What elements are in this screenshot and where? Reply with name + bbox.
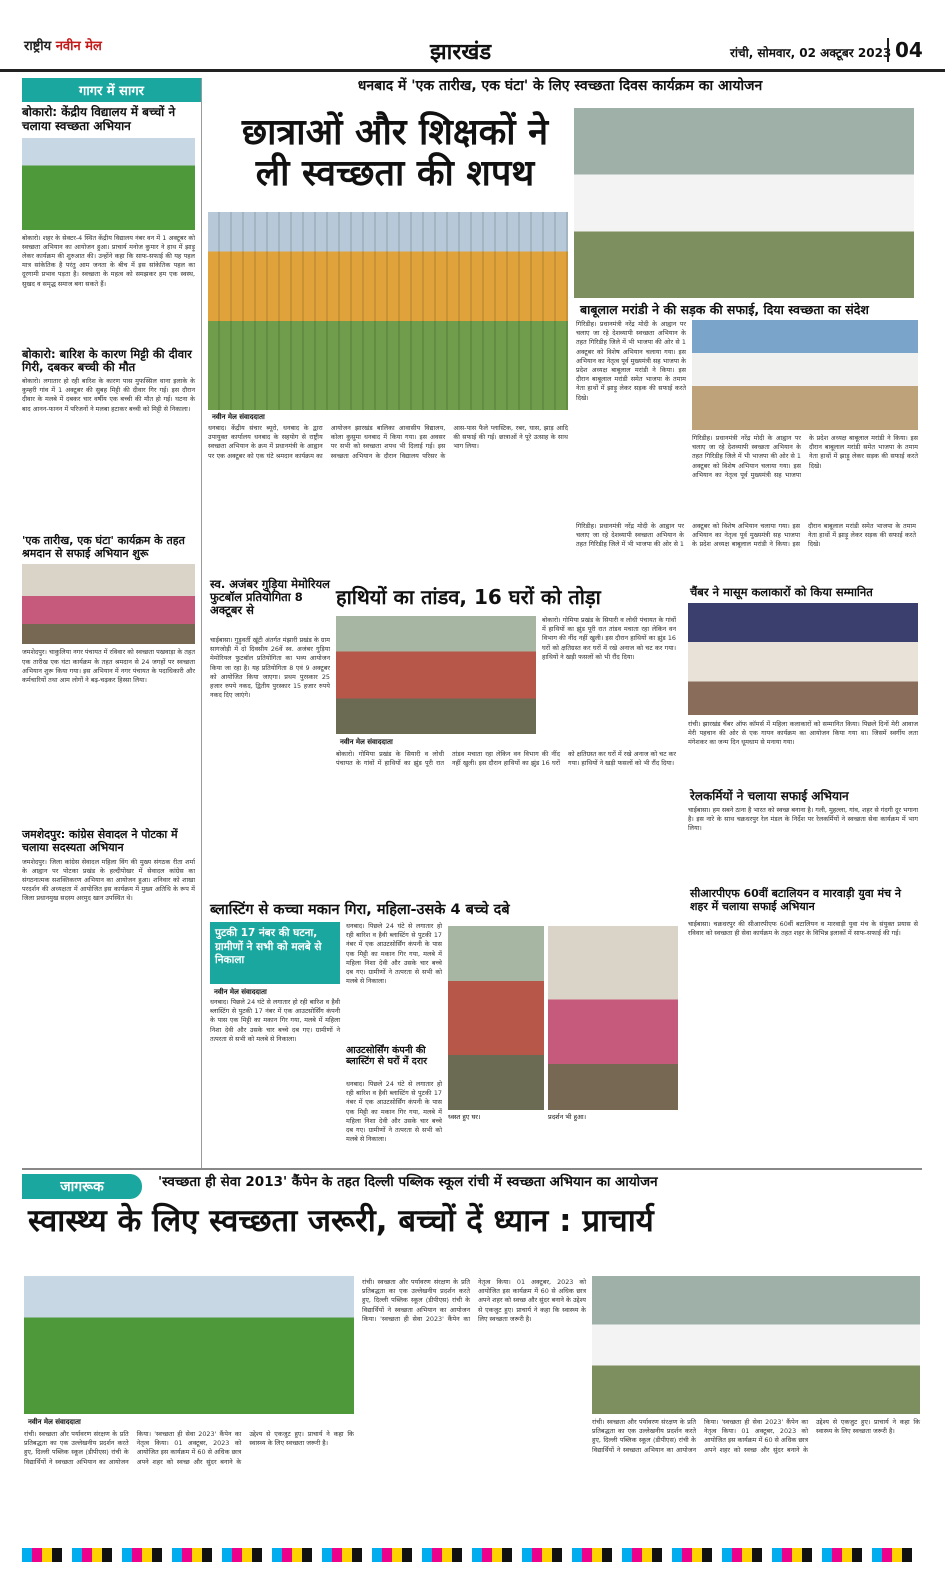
page-number: 04 (887, 38, 923, 62)
byline: नवीन मेल संवाददाता (28, 1418, 81, 1426)
left-column-tag: गागर में सागर (22, 78, 201, 102)
elephant-headline: हाथियों का तांडव, 16 घरों को तोड़ा (336, 585, 601, 609)
railway-body: चाईबासा। हम सबने ठाना है भारत को स्वच्छ बनाना है। गली, मुहल्ला, गांव, शहर से गंदगी दूर भगाना है। इस नारे के साथ चक्रधरपुर रेल मंडल के निर्देश पर रेलकर्मियों ने स्वच्छता सेवा कार्यक्रम में भाग लिया। (688, 806, 918, 833)
chamber-headline: चैंबर ने मासूम कलाकारों को किया सम्मानित (690, 585, 873, 599)
crpf-body: चाईबासा। चक्रधरपुर की सीआरपीएफ 60वीं बटालियन व मारवाड़ी युवा मंच के संयुक्त प्रयास से रविवार को स्वच्छता ही सेवा कार्यक्रम के तहत शहर के विभिन्न इलाकों में साफ-सफाई की गई। (688, 920, 918, 938)
masthead (0, 0, 945, 72)
elephant-photo (336, 616, 536, 734)
elephant-body-cont: बोकारो। गोमिया प्रखंड के सियारी व लोधी पंचायत के गांवों में हाथियों का झुंड पूरी रात तांडव मचाता रहा लेकिन वन विभाग की नींद नहीं खुली। इस दौरान हाथियों का झुंड 16 घरों को क्षतिग्रस्त कर घरों में रखे अनाज को चट कर गया। हाथियों ने खड़ी फसलों को भी रौंद दिया। (542, 616, 676, 661)
top-story-body: धनबाद। केंद्रीय संचार ब्यूरो, धनबाद के द्वारा उपायुक्त कार्यालय धनबाद के सहयोग से राष्ट्रीय स्वच्छता अभियान के क्रम में प्रधानमंत्री के आह्वान पर एक अक्टूबर को एक घंटे श्रमदान कार्यक्रम का आयोजन झारखंड बालिका आवासीय विद्यालय, कोला कुसुमा धनबाद में किया गया। इस अवसर पर सभी को स्वच्छता शपथ भी दिलाई गई। इस स्वच्छता अभियान के दौरान विद्यालय परिसर के आस-पास फैले प्लास्टिक, रबर, घास, झाड़ आदि की सफाई की गई। छात्राओं ने पूरे उत्साह के साथ भाग लिया। (208, 424, 568, 460)
babulal-headline: बाबूलाल मरांडी ने की सड़क की सफाई, दिया स्वच्छता का संदेश (580, 302, 869, 317)
dps-photo-right (592, 1276, 920, 1414)
dps-body: रांची। स्वच्छता और पर्यावरण संरक्षण के प्रति प्रतिबद्धता का एक उल्लेखनीय प्रदर्शन करते हुए, दिल्ली पब्लिक स्कूल (डीपीएस) रांची के विद्यार्थियों ने स्वच्छता अभियान का आयोजन किया। 'स्वच्छता ही सेवा 2023' कैंपेन का नेतृत्व किया। 01 अक्टूबर, 2023 को आयोजित इस कार्यक्रम में 60 से अधिक छात्र अपने शहर को स्वच्छ और सुंदर बनाने के उद्देश्य से एकजुट हुए। प्राचार्य ने कहा कि स्वास्थ्य के लिए स्वच्छता जरूरी है। (24, 1430, 354, 1466)
story-headline: बोकारो: बारिश के कारण मिट्टी की दीवार गिरी, दबकर बच्ची की मौत (22, 346, 192, 374)
story-body: बोकारो। लगातार हो रही बारिश के कारण पास मुफस्सिल थाना इलाके के कुम्हरी गांव में 1 अक्टूबर की सुबह मिट्टी की दीवार गिर गई। इस दौरान दीवार के मलबे में दबकर चार वर्षीय एक बच्ची की मौत हो गई। घटना के बाद आनन-फानन में परिजनों ने मलबा हटाकर बच्ची को मिट्टी से निकाला। (22, 377, 195, 413)
dps-tag: जागरूक (22, 1174, 142, 1199)
dps-body-tail: रांची। स्वच्छता और पर्यावरण संरक्षण के प्रति प्रतिबद्धता का एक उल्लेखनीय प्रदर्शन करते हुए, दिल्ली पब्लिक स्कूल (डीपीएस) रांची के विद्यार्थियों ने स्वच्छता अभियान का आयोजन किया। 'स्वच्छता ही सेवा 2023' कैंपेन का नेतृत्व किया। 01 अक्टूबर, 2023 को आयोजित इस कार्यक्रम में 60 से अधिक छात्र अपने शहर को स्वच्छ और सुंदर बनाने के उद्देश्य से एकजुट हुए। प्राचार्य ने कहा कि स्वास्थ्य के लिए स्वच्छता जरूरी है। (592, 1418, 920, 1454)
football-body: चाईबासा। गुड़ुवर्ती खूंटी अंतर्गत मंझारी प्रखंड के ग्राम सागजोड़ी में दो दिवसीय 26वें स्व. अजंबर गुड़िया मेमोरियल फुटबॉल प्रतियोगिता का भव्य आयोजन किया जा रहा है। यह प्रतियोगिता 8 एवं 9 अक्टूबर को आयोजित किया जाएगा। प्रथम पुरस्कार 25 हजार रुपये नकद, द्वितीय पुरस्कार 15 हजार रुपये नकद दिए जाएंगे। (210, 636, 330, 700)
dateline: रांची, सोमवार, 02 अक्टूबर 2023 (730, 46, 892, 60)
story-headline: 'एक तारीख, एक घंटा' कार्यक्रम के तहत श्रमदान से सफाई अभियान शुरू (22, 534, 185, 560)
photo-caption: ध्वस्त हुए घर। (448, 1113, 481, 1121)
blasting-photo-right (548, 926, 678, 1110)
chamber-body: रांची। झारखंड चैंबर ऑफ कॉमर्स में महिला कलाकारों को सम्मानित किया। पिछले दिनों मेरी आवाज मेरी पहचान की ओर से एक गायन कार्यक्रम का आयोजन किया गया था। जिसमें स्वर्गीय लता मंगेशकर का जन्म दिन धूमधाम से मनाया गया। (688, 720, 918, 747)
babulal-body: गिरिडीह। प्रधानमंत्री नरेंद्र मोदी के आह्वान पर चलाए जा रहे देशव्यापी स्वच्छता अभियान के तहत गिरिडीह जिले में भी भाजपा की ओर से 1 अक्टूबर को विशेष अभियान चलाया गया। इस अभियान का नेतृत्व पूर्व मुख्यमंत्री सह भाजपा के प्रदेश अध्यक्ष बाबूलाल मरांडी ने किया। इस दौरान बाबूलाल मरांडी समेत भाजपा के तमाम नेता हाथों में झाड़ू लेकर सड़क की सफाई करते दिखे। (576, 320, 686, 402)
top-story-side-photo (574, 108, 914, 298)
story-body: बोकारो। शहर के सेक्टर-4 स्थित केंद्रीय विद्यालय नंबर वन में 1 अक्टूबर को स्वच्छता अभियान का आयोजन हुआ। प्राचार्य मनोज कुमार ने हाथ में झाड़ू लेकर कार्यक्रम की शुरुआत की। उन्होंने कहा कि साफ-सफाई की यह पहल मात्र सांकेतिक है परंतु आम जनता के बीच में इस सांकेतिक पहल का दूरगामी प्रभाव पड़ता है। स्वच्छता के महत्व को समझकर हम एक स्वस्थ, सुखद व समृद्ध समाज बना सकते हैं। (22, 233, 195, 288)
blasting-body: धनबाद। पिछले 24 घंटे से लगातार हो रही बारिश व हैवी ब्लास्टिंग से पुटकी 17 नंबर में एक आउटसोर्सिंग कंपनी के पास एक मिट्टी का मकान गिर गया, मलबे में महिला निशा देवी और उसके चार बच्चे दब गए। ग्रामीणों ने तत्परता से सभी को मलबे से निकाला। (210, 998, 340, 1043)
blasting-sub-headline: आउटसोर्सिंग कंपनी की ब्लास्टिंग से घरों में दरार (346, 1045, 428, 1067)
newspaper-logo: राष्ट्रीय नवीन मेल (24, 39, 102, 54)
section-divider (22, 1168, 922, 1170)
blasting-body-tail: धनबाद। पिछले 24 घंटे से लगातार हो रही बारिश व हैवी ब्लास्टिंग से पुटकी 17 नंबर में एक आउटसोर्सिंग कंपनी के पास एक मिट्टी का मकान गिर गया, मलबे में महिला निशा देवी और उसके चार बच्चे दब गए। ग्रामीणों ने तत्परता से सभी को मलबे से निकाला। (346, 1080, 442, 1144)
football-headline: स्व. अजंबर गुड़िया मेमोरियल फुटबॉल प्रतियोगिता 8 अक्टूबर से (210, 577, 330, 618)
dps-kicker: 'स्वच्छता ही सेवा 2013' कैंपेन के तहत दिल्ली पब्लिक स्कूल रांची में स्वच्छता अभियान का आयोजन (158, 1174, 658, 1190)
blasting-boxed-headline: पुटकी 17 नंबर की घटना, ग्रामीणों ने सभी को मलबे से निकाला (210, 922, 340, 984)
top-story-headline: छात्राओं और शिक्षकों ने ली स्वच्छता की शपथ (241, 112, 549, 195)
story-photo (22, 564, 195, 644)
babulal-photo (692, 320, 918, 430)
story-body: जमशेदपुर। चाकुलिया नगर पंचायत में रविवार को स्वच्छता पखवाड़ा के तहत एक तारीख एक घंटा कार्यक्रम के तहत श्रमदान से 24 जगहों पर स्वच्छता अभियान शुरू किया गया। इस अभियान में नगर पंचायत के पदाधिकारी और कर्मचारियों तथा आम लोगों ने बढ़-चढ़कर हिस्सा लिया। (22, 648, 195, 684)
dps-photo-left (24, 1276, 354, 1414)
crpf-headline: सीआरपीएफ 60वीं बटालियन व मारवाड़ी युवा मंच ने शहर में चलाया सफाई अभियान (690, 887, 901, 913)
dps-body-cont: रांची। स्वच्छता और पर्यावरण संरक्षण के प्रति प्रतिबद्धता का एक उल्लेखनीय प्रदर्शन करते हुए, दिल्ली पब्लिक स्कूल (डीपीएस) रांची के विद्यार्थियों ने स्वच्छता अभियान का आयोजन किया। 'स्वच्छता ही सेवा 2023' कैंपेन का नेतृत्व किया। 01 अक्टूबर, 2023 को आयोजित इस कार्यक्रम में 60 से अधिक छात्र अपने शहर को स्वच्छ और सुंदर बनाने के उद्देश्य से एकजुट हुए। प्राचार्य ने कहा कि स्वास्थ्य के लिए स्वच्छता जरूरी है। (362, 1278, 586, 1323)
story-headline: जमशेदपुर: कांग्रेस सेवादल ने पोटका में चलाया सदस्यता अभियान (22, 828, 178, 854)
left-column (22, 78, 202, 1168)
byline: नवीन मेल संवाददाता (214, 988, 267, 996)
story-headline: बोकारो: केंद्रीय विद्यालय में बच्चों ने चलाया स्वच्छता अभियान (22, 105, 176, 133)
blasting-photo-left (448, 926, 544, 1110)
blasting-body-cont: धनबाद। पिछले 24 घंटे से लगातार हो रही बारिश व हैवी ब्लास्टिंग से पुटकी 17 नंबर में एक आउटसोर्सिंग कंपनी के पास एक मिट्टी का मकान गिर गया, मलबे में महिला निशा देवी और उसके चार बच्चे दब गए। ग्रामीणों ने तत्परता से सभी को मलबे से निकाला। (346, 922, 442, 986)
elephant-body: बोकारो। गोमिया प्रखंड के सियारी व लोधी पंचायत के गांवों में हाथियों का झुंड पूरी रात तांडव मचाता रहा लेकिन वन विभाग की नींद नहीं खुली। इस दौरान हाथियों का झुंड 16 घरों को क्षतिग्रस्त कर घरों में रखे अनाज को चट कर गया। हाथियों ने खड़ी फसलों को भी रौंद दिया। (336, 750, 676, 768)
railway-headline: रेलकर्मियों ने चलाया सफाई अभियान (690, 789, 849, 803)
photo-caption: प्रदर्शन भी हुआ। (548, 1113, 587, 1121)
byline: नवीन मेल संवाददाता (340, 738, 393, 746)
top-story-photo (208, 212, 568, 410)
blasting-headline: ब्लास्टिंग से कच्चा मकान गिरा, महिला-उसके 4 बच्चे दबे (210, 902, 510, 918)
top-story-kicker: धनबाद में 'एक तारीख, एक घंटा' के लिए स्वच्छता दिवस कार्यक्रम का आयोजन (357, 78, 763, 94)
story-body: जमशेदपुर। जिला कांग्रेस सेवादल महिला विंग की मुख्य संगठक रीता शर्मा के आह्वान पर पोटका प्रखंड के हल्दीपोखर में सेवादल कांग्रेस का संगठनात्मक सशक्तिकरण अभियान का आयोजन हुआ। शनिवार को शाखा परदर्शन की अध्यक्षता में आयोजित इस कार्यक्रम में मुख्य अतिथि के रूप में जिला प्रधानमुख सदस्य अरमुद खान उपस्थित थे। (22, 857, 195, 903)
story-photo (22, 138, 195, 230)
chamber-photo (688, 603, 918, 715)
babulal-body-cont: गिरिडीह। प्रधानमंत्री नरेंद्र मोदी के आह्वान पर चलाए जा रहे देशव्यापी स्वच्छता अभियान के तहत गिरिडीह जिले में भी भाजपा की ओर से 1 अक्टूबर को विशेष अभियान चलाया गया। इस अभियान का नेतृत्व पूर्व मुख्यमंत्री सह भाजपा के प्रदेश अध्यक्ष बाबूलाल मरांडी ने किया। इस दौरान बाबूलाल मरांडी समेत भाजपा के तमाम नेता हाथों में झाड़ू लेकर सड़क की सफाई करते दिखे। (692, 434, 918, 479)
print-color-bar (22, 1548, 922, 1562)
section-title: झारखंड (430, 40, 492, 65)
dps-headline: स्वास्थ्य के लिए स्वच्छता जरूरी, बच्चों दें ध्यान : प्राचार्य (28, 1203, 654, 1239)
babulal-body-tail: गिरिडीह। प्रधानमंत्री नरेंद्र मोदी के आह्वान पर चलाए जा रहे देशव्यापी स्वच्छता अभियान के तहत गिरिडीह जिले में भी भाजपा की ओर से 1 अक्टूबर को विशेष अभियान चलाया गया। इस अभियान का नेतृत्व पूर्व मुख्यमंत्री सह भाजपा के प्रदेश अध्यक्ष बाबूलाल मरांडी ने किया। इस दौरान बाबूलाल मरांडी समेत भाजपा के तमाम नेता हाथों में झाड़ू लेकर सड़क की सफाई करते दिखे। (576, 522, 916, 549)
byline: नवीन मेल संवाददाता (212, 413, 265, 421)
